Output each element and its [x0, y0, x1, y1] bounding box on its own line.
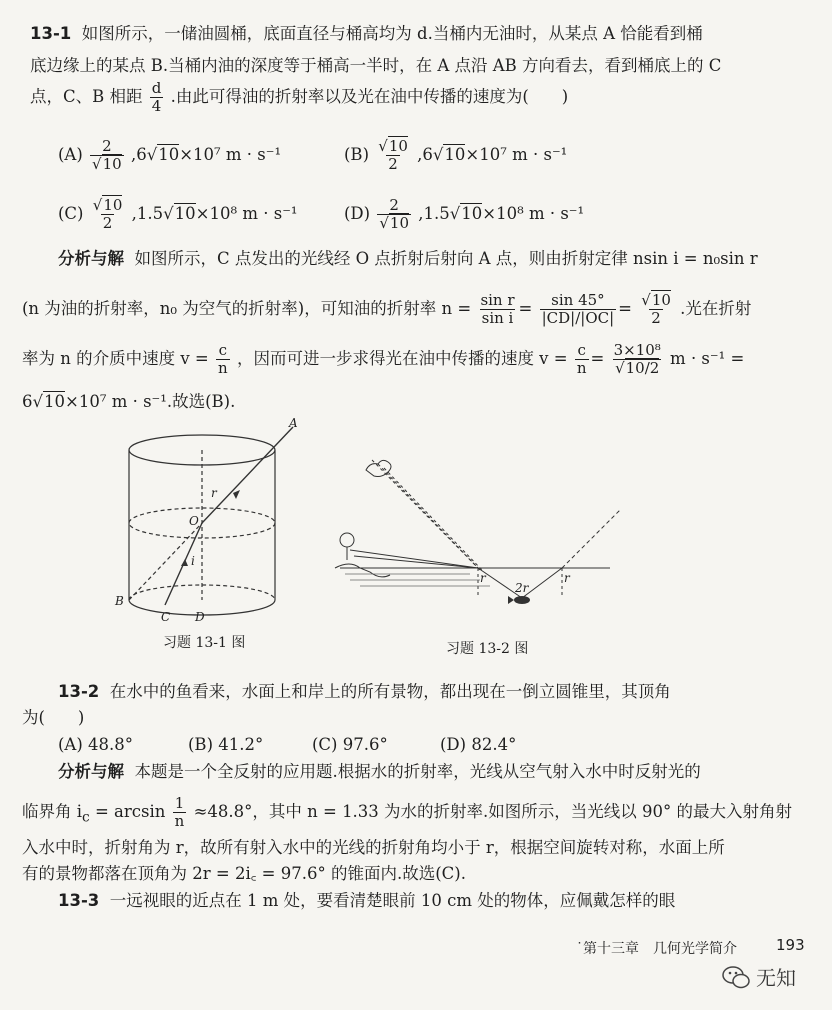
watermark [722, 962, 796, 991]
page-number: 193 [776, 936, 805, 954]
wechat-icon [722, 964, 750, 990]
p132-analysis-line1: 分析与解 本题是一个全反射的应用题.根据水的折射率，光线从空气射入水中时反射光的 [58, 762, 701, 781]
p132-line2: 为( ) [22, 708, 85, 727]
p131-analysis-line2: (n 为油的折射率，n₀ 为空气的折射率)，可知油的折射率 n = $\frac{\text{sin r}}{\text{sin i}}$ = $\frac{\sin 45^\circ}{|CD|/|OC|}$ = $\frac{√10}{2}$ .光在折射 [22, 291, 752, 327]
fig1-label-o: O [189, 514, 199, 528]
p131-analysis-line4: 6√10×10⁷ m · s⁻¹.故选(B). [22, 392, 236, 411]
fig1-label-i: i [191, 554, 195, 568]
figure-13-1 [105, 415, 315, 625]
p131-option-b: (B) $\frac{√10}{2}$ ,6√10×10⁷ m · s⁻¹ [344, 137, 568, 173]
fig1-label-b: B [115, 594, 124, 608]
p131-option-d: (D) $\frac{2}{√10}$ ,1.5√10×10⁸ m · s⁻¹ [344, 196, 585, 232]
fig1-label-a: A [289, 416, 298, 430]
fig1-label-r: r [211, 486, 217, 500]
p132-analysis-line2: 临界角 $i_c = \arcsin$ $\frac{1}{n}$ ≈48.8°，其中 n = 1.33 为水的折射率.如图所示，当光线以 90° 的最大入射角射 [22, 794, 793, 830]
p131-line3: 点，C、B 相距 $\frac{d}{4}$ .由此可得油的折射率以及光在油中传播的速度为( ) [30, 79, 569, 115]
p132-option-b: (B) 41.2° [188, 735, 264, 754]
p132-analysis-line3: 入水中时，折射角为 r，故所有射入水中的光线的折射角均小于 r，根据空间旋转对称，水面上所 [22, 838, 725, 857]
p132-line1: 13-2 在水中的鱼看来，水面上和岸上的所有景物，都出现在一倒立圆锥里，其顶角 [58, 682, 671, 701]
fig2-caption: 习题 13-2 图 [446, 641, 529, 657]
p131-analysis-line1: 分析与解 如图所示，C 点发出的光线经 O 点折射后射向 A 点，则由折射定律 nsin i = n₀sin r [58, 249, 758, 268]
p131-analysis-line3: 率为 n 的介质中速度 v = $\frac{c}{n}$ ，因而可进一步求得光在油中传播的速度 v = $\frac{c}{n}$ = $\frac{\text{3×10⁸}}{√10/2}$ m · s⁻¹ = [22, 341, 745, 377]
chapter-footer: ˙第十三章 几何光学简介 [576, 941, 737, 957]
p131-line1: 13-1 如图所示，一储油圆桶，底面直径与桶高均为 d.当桶内无油时，从某点 A 恰能看到桶 [30, 24, 703, 43]
p133-line1: 13-3 一远视眼的近点在 1 m 处，要看清楚眼前 10 cm 处的物体，应佩戴怎样的眼 [58, 891, 676, 910]
p132-option-a: (A) 48.8° [58, 735, 134, 754]
watermark-text: 无知 [756, 966, 796, 990]
fig1-label-c: C [161, 610, 171, 624]
p132-analysis-line4: 有的景物都落在顶角为 2r = 2i꜀ = 97.6° 的锥面内.故选(C). [22, 864, 466, 883]
p131-option-c: (C) $\frac{√10}{2}$ ,1.5√10×10⁸ m · s⁻¹ [58, 196, 298, 232]
p131-option-a: (A) $\frac{2}{√10}$ ,6√10×10⁷ m · s⁻¹ [58, 137, 282, 173]
fig1-caption: 习题 13-1 图 [163, 635, 246, 651]
fig2-label-r2: r [564, 571, 570, 585]
p131-line2: 底边缘上的某点 B.当桶内油的深度等于桶高一半时，在 A 点沿 AB 方向看去，看到桶底上的 C [30, 56, 722, 75]
fig1-label-d: D [195, 610, 205, 624]
p132-option-d: (D) 82.4° [440, 735, 517, 754]
fig2-label-2r: 2r [515, 581, 529, 595]
p131-label: 13-1 [30, 24, 72, 43]
fig2-label-r1: r [480, 571, 486, 585]
figure-13-2 [330, 450, 620, 620]
p132-option-c: (C) 97.6° [312, 735, 388, 754]
